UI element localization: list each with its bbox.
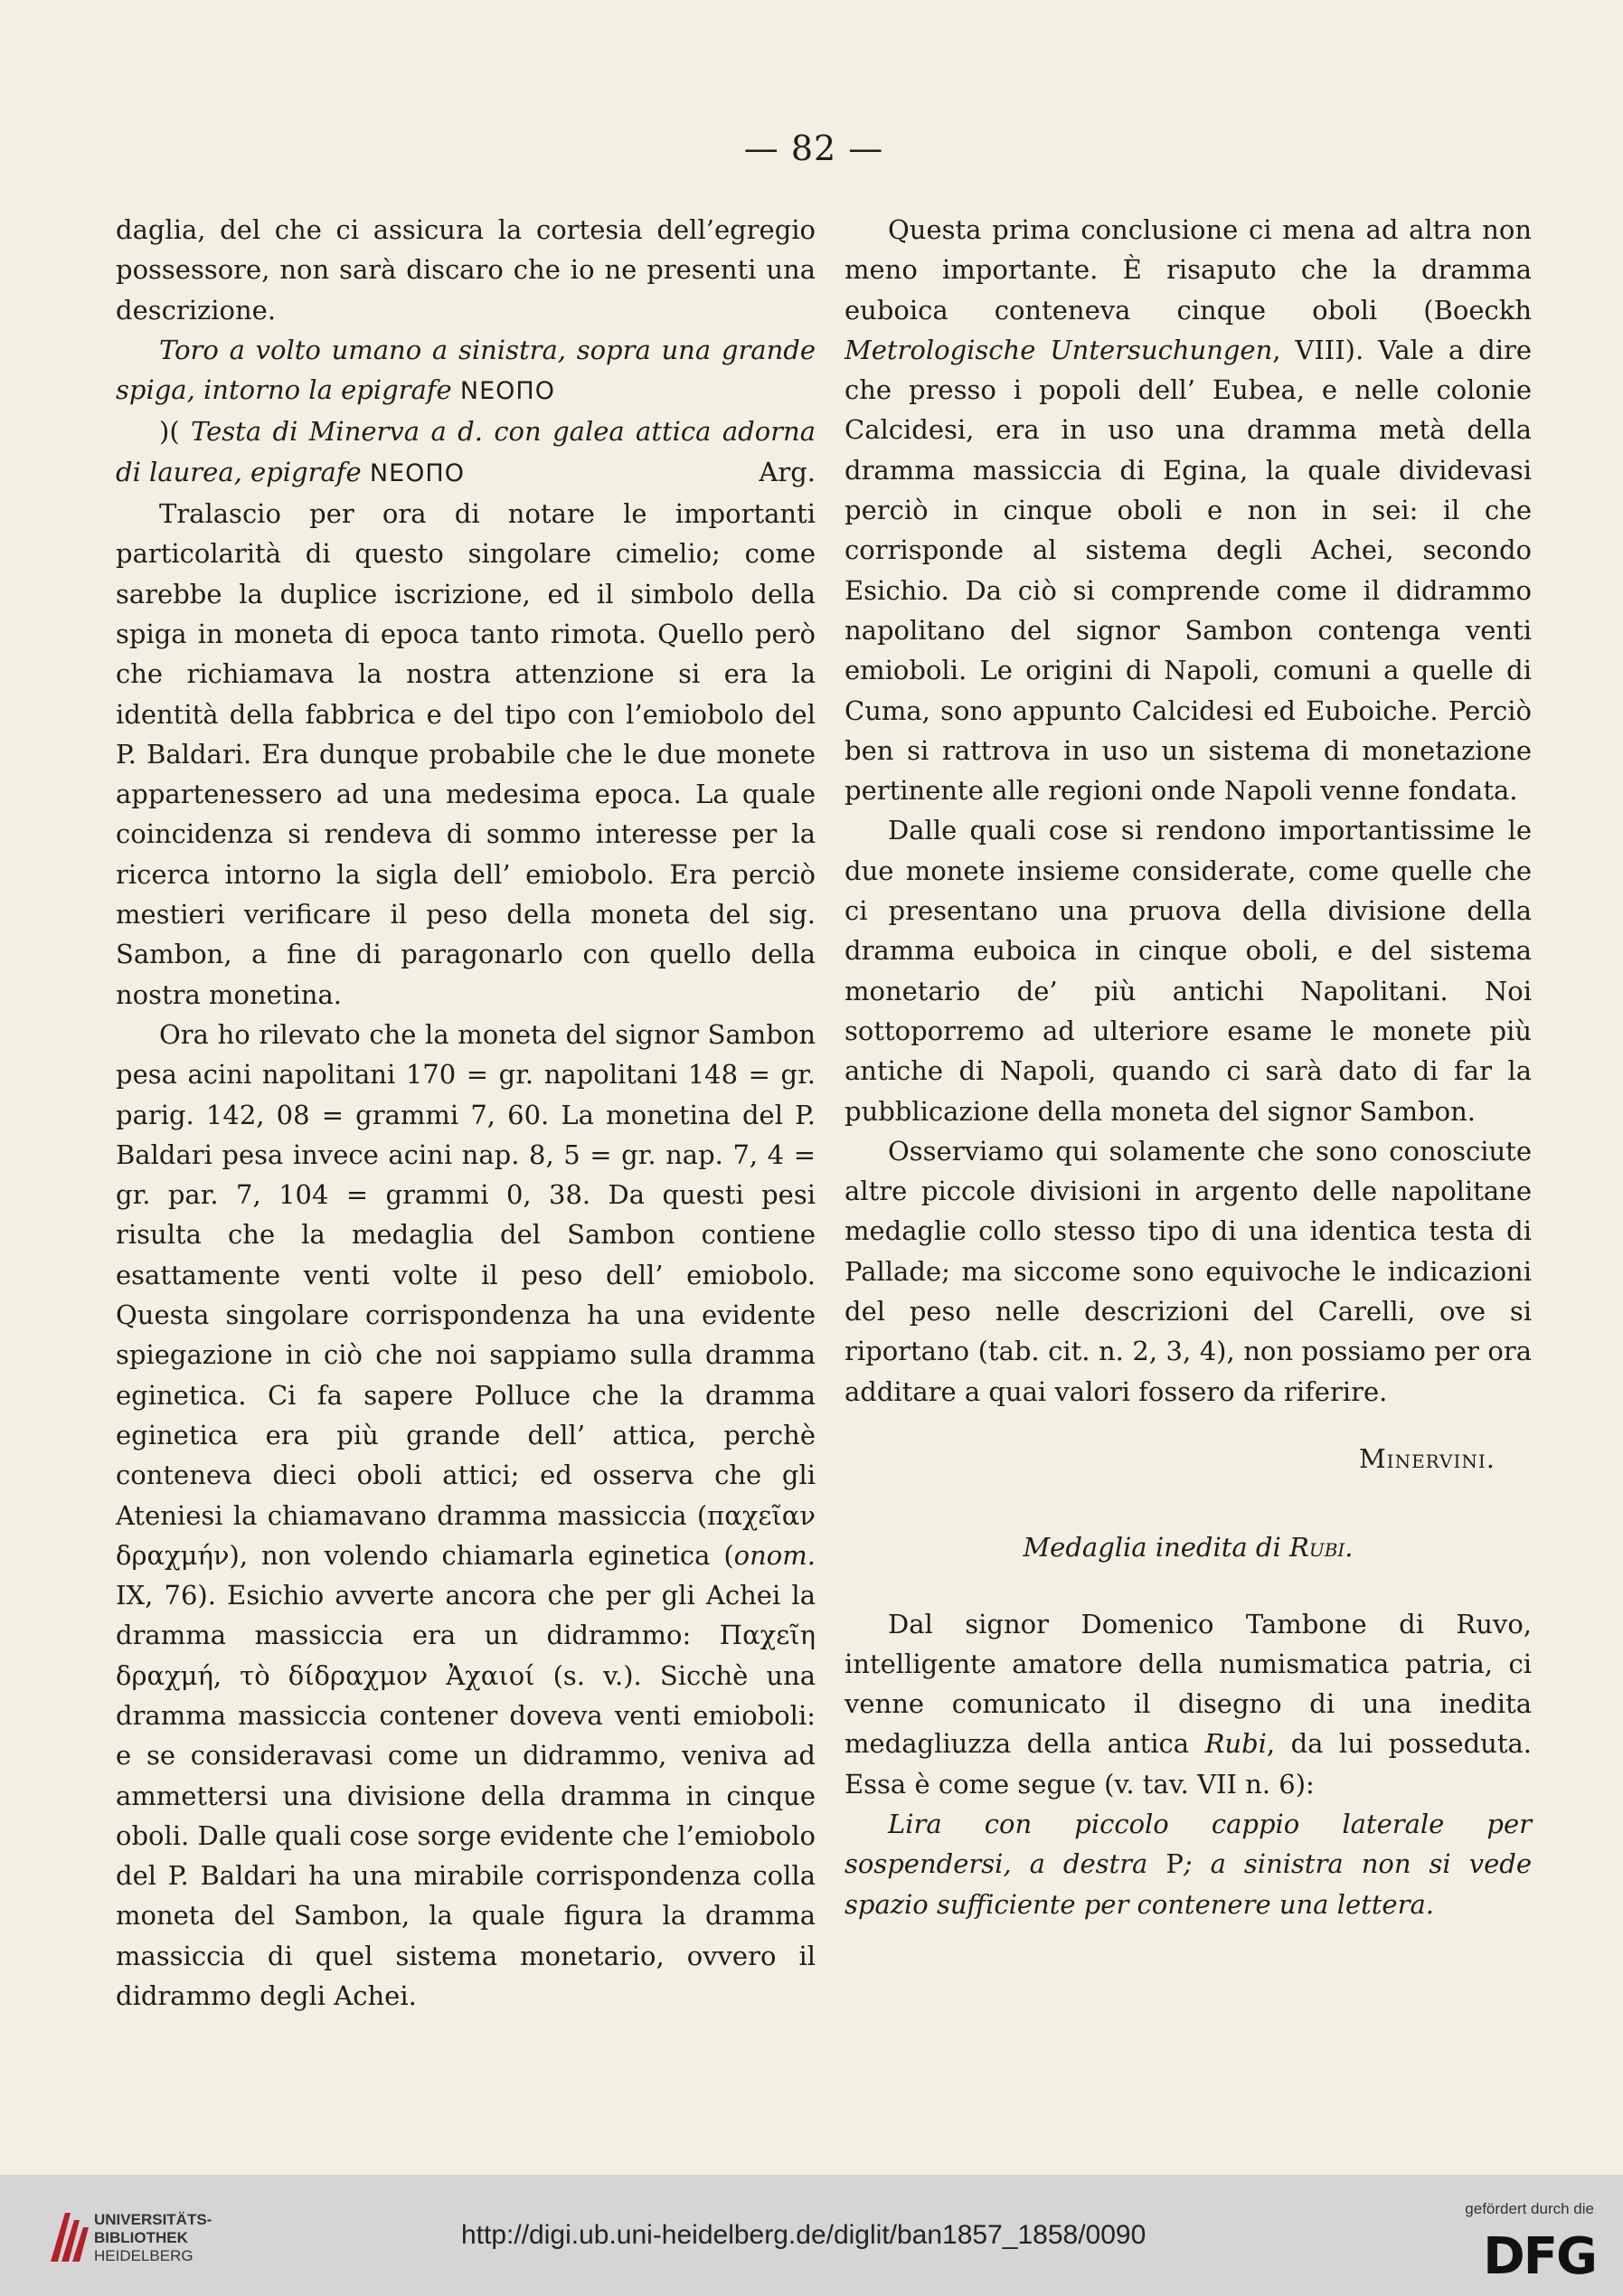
left-column xyxy=(116,210,816,2016)
right-paragraph-2: Dalle quali cose si rendono importantissime le due monete insieme considerate, come quelle che ci presentano una pruova della divisione della dramma euboica in cinque oboli, e del sistema monetario de’ più antichi Napolitani. Noi sottoporremo ad ulteriore esame le monete più antiche di Napoli, quando ci sarà dato di far la pubblicazione della moneta del signor Sambon. xyxy=(845,815,1532,1127)
library-line-2: BIBLIOTHEK xyxy=(94,2229,188,2246)
right-p1-part-a: Questa prima conclusione ci mena ad altra non meno importante. È risaputo che la dramma euboica conteneva cinque oboli (Boeckh xyxy=(845,214,1532,326)
greek-text-2: Παχεῖη δραχμή, τὸ δίδραχμον Ἀχαιοί xyxy=(116,1620,816,1691)
dfg-logo-icon: DFG xyxy=(1483,2227,1596,2286)
permalink-url[interactable]: http://digi.ub.uni-heidelberg.de/diglit/ban1857_1858/0090 xyxy=(461,2220,1146,2250)
onom-abbrev: onom. xyxy=(733,1539,816,1571)
right-p1-part-b: , VIII). Vale a dire che presso i popoli dell’ Eubea, e nelle colonie Calcidesi, era in uso una dramma metà della dramma massiccia di Egina, la quale dividevasi perciò in cinque oboli e non in sei: il che corrisponde al sistema degli Achei, secondo Esichio. Da ciò si comprende come il didrammo napolitano del signor Sambon contenga venti emioboli. Le origini di Napoli, comuni a quelle di Cuma, sono appunto Calcidesi ed Euboiche. Perciò ben si rattrova in uso un sistema di monetazione pertinente alle regioni onde Napoli venne fondata. xyxy=(845,334,1532,807)
right-coin-description xyxy=(845,1804,1532,1924)
right-paragraph-3: Osserviamo qui solamente che sono conosciute altre piccole divisioni in argento delle napolitane medaglie collo stesso tipo di una identica testa di Pallade; ma siccome sono equivoche le indicazioni del peso nelle descrizioni del Carelli, ove si riportano (tab. cit. n. 2, 3, 4), non possiamo per ora additare a quai valori fossero da riferire. xyxy=(845,1135,1532,1407)
right-p5-part-a: Lira con piccolo cappio laterale per sospendersi, a destra xyxy=(845,1808,1532,1880)
left-coin-description-reverse xyxy=(116,411,816,494)
obverse-description: Toro a volto umano a sinistra, sopra una grande spiga, intorno la epigrafe xyxy=(116,334,816,406)
left-paragraph-4: Tralascio per ora di notare le importanti particolarità di questo singolare cimelio; come sarebbe la duplice iscrizione, ed il simbolo della spiga in moneta di epoca tanto rimota. Quello però che richiamava la nostra attenzione si era la identità della fabbrica e del tipo con l’emiobolo del P. Baldari. Era dunque probabile che le due monete appartenessero ad una medesima epoca. La quale coincidenza si rendeva di sommo interesse per la ricerca intorno la sigla dell’ emiobolo. Era perciò mestieri verificare il peso della moneta del sig. Sambon, a fine di paragonarlo con quello della nostra monetina. xyxy=(116,498,816,1010)
left-p5-part-c: IX, 76). Esichio avverte ancora che per gli Achei la dramma massiccia era un didrammo: xyxy=(116,1580,816,1651)
left-paragraph-1: daglia, del che ci assicura la cortesia dell’egregio possessore, non sarà discaro che io ne presenti una descrizione. xyxy=(116,214,816,326)
right-paragraph-4 xyxy=(845,1604,1532,1804)
obverse-legend: ΝΕΟΠΟ xyxy=(459,377,555,406)
left-p5-part-d: (s. v.). Sicchè una dramma massiccia contener doveva venti emioboli: e se consideravasi come un didrammo, veniva ad ammettersi una divisione della dramma in cinque oboli. Dalle quali cose sorge evidente che l’emiobolo del P. Baldari ha una mirabile corrispondenza colla moneta del Sambon, la quale figura la dramma massiccia di quel sistema monetario, ovvero il didrammo degli Achei. xyxy=(116,1659,816,2012)
right-p4-part-b: , da lui posseduta. Essa è come segue (v. tav. VII n. 6): xyxy=(845,1728,1532,1800)
library-line-1: UNIVERSITÄTS- xyxy=(94,2211,212,2228)
section-title-part-c: . xyxy=(1345,1532,1354,1564)
footer-bar xyxy=(0,2175,1623,2296)
page-number: — 82 — xyxy=(743,128,884,168)
reverse-description: Testa di Minerva a d. con galea attica adorna di laurea, epigrafe xyxy=(116,416,816,487)
metal-label: Arg. xyxy=(759,456,816,487)
greek-text-1: παχεῖαν δραχμήν xyxy=(116,1499,816,1571)
letter-P: P xyxy=(1165,1848,1184,1880)
section-title-place: Rubi xyxy=(1289,1532,1345,1564)
book-title: Metrologische Untersuchungen xyxy=(845,334,1273,365)
right-column xyxy=(845,210,1532,1924)
library-name xyxy=(94,2211,212,2265)
left-p5-part-b: ), non volendo chiamarla eginetica ( xyxy=(229,1539,734,1571)
author-signature: Minervini. xyxy=(1358,1442,1496,1474)
reverse-symbol: )( xyxy=(159,416,180,448)
right-p5-part-b: ; a sinistra non si vede spazio sufficiente per contenere una lettera. xyxy=(845,1848,1532,1920)
library-logo-icon xyxy=(47,2207,92,2265)
library-line-3: HEIDELBERG xyxy=(94,2247,193,2264)
right-p4-part-a: Dal signor Domenico Tambone di Ruvo, intelligente amatore della numismatica patria, ci venne comunicato il disegno di una inedita medagliuzza della antica xyxy=(845,1608,1532,1760)
place-name: Rubi xyxy=(1204,1728,1267,1760)
section-title-part-a: Medaglia inedita di xyxy=(1023,1532,1289,1564)
right-paragraph-1 xyxy=(845,210,1532,810)
section-title xyxy=(845,1527,1532,1567)
left-paragraph-5 xyxy=(116,1015,816,2016)
reverse-legend: ΝΕΟΠΟ xyxy=(369,458,465,487)
funding-label: gefördert durch die xyxy=(1465,2200,1594,2217)
left-p5-part-a: Ora ho rilevato che la moneta del signor Sambon pesa acini napolitani 170 = gr. napolitani 148 = gr. parig. 142, 08 = grammi 7, 60. La monetina del P. Baldari pesa invece acini nap. 8, 5 = gr. nap. 7, 4 = gr. par. 7, 104 = grammi 0, 38. Da questi pesi risulta che la medaglia del Sambon contiene esattamente venti volte il peso dell’ emiobolo. Questa singolare corrispondenza ha una evidente spiegazione in ciò che noi sappiamo sulla dramma eginetica. Ci fa sapere Polluce che la dramma eginetica era più grande dell’ attica, perchè conteneva dieci oboli attici; ed osserva che gli Ateniesi la chiamavano dramma massiccia ( xyxy=(116,1018,816,1531)
left-coin-description-obverse xyxy=(116,330,816,412)
